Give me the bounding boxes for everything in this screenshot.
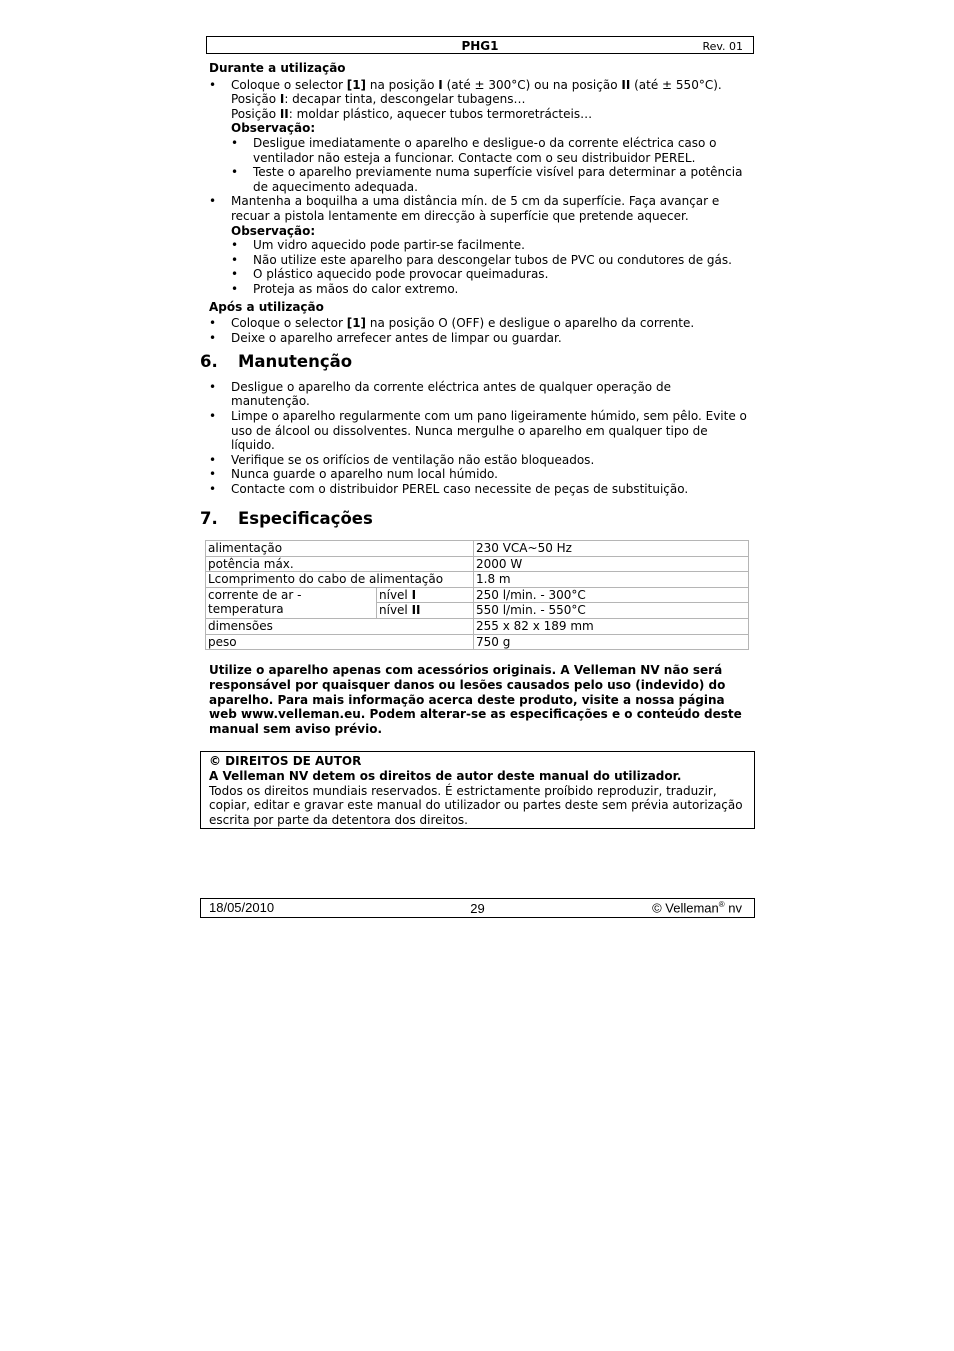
text: na posição O (OFF) e desligue o aparelho da corrente.: [366, 316, 695, 331]
section-heading-specifications: [200, 508, 749, 528]
main-content: [200, 61, 749, 528]
spec-value: 250 l/min. - 300°C: [474, 587, 749, 603]
position-ref: II: [621, 77, 631, 92]
position-ref: II: [279, 106, 289, 121]
spec-value: 2000 W: [474, 556, 749, 572]
text: na posição: [366, 77, 439, 92]
list-item: [209, 316, 749, 331]
disclaimer-text: Utilize o aparelho apenas com acessórios originais. A Velleman NV não será responsável por quaisquer danos ou lesões causados pelo uso (indevido) do aparelho. Para mais informação acerca deste produto, visite a nossa página web www.velleman.eu. Podem alterar-se as especificações e o conteúdo deste manual sem aviso prévio.: [209, 663, 742, 737]
table-row: [206, 618, 749, 634]
list-item: • Um vidro aquecido pode partir-se facilmente.: [231, 238, 749, 253]
list-item: • Não utilize este aparelho para descongelar tubos de PVC ou condutores de gás.: [231, 253, 749, 268]
maintenance-list: [209, 380, 749, 497]
observation-label: Observação:: [231, 121, 316, 136]
note-list: [231, 136, 749, 194]
text: Coloque o selector: [231, 77, 347, 92]
registered-mark: ®: [718, 900, 725, 909]
text: : decapar tinta, descongelar tubagens…: [284, 92, 526, 107]
section-number: 7.: [200, 508, 218, 528]
list-item: • O plástico aquecido pode provocar queimaduras.: [231, 267, 749, 282]
text: : moldar plástico, aquecer tubos termoretrácteis…: [288, 106, 593, 121]
after-use-heading: Após a utilização: [209, 299, 324, 314]
spec-label: peso: [206, 634, 474, 650]
copyright-body: Todos os direitos mundiais reservados. É estrictamente proíbido reproduzir, traduzir, copiar, editar e gravar este manual do utilizador ou partes deste sem prévia autorização escrita por parte da detentora dos direitos.: [209, 783, 743, 828]
level-ref: II: [411, 603, 421, 618]
table-row: [206, 541, 749, 557]
position-ref: I: [279, 92, 285, 107]
level-ref: I: [411, 587, 417, 602]
list-item: [209, 78, 749, 195]
text: Coloque o selector: [231, 316, 347, 331]
text: Mantenha a boquilha a uma distância mín. de 5 cm da superfície. Faça avançar e recuar a pistola lentamente em direcção à superfície que pretende aquecer.: [231, 194, 720, 223]
spec-label: Lcomprimento do cabo de alimentação: [206, 572, 474, 588]
text: Posição: [231, 106, 280, 121]
level-word: nível: [379, 603, 412, 618]
list-item: • Limpe o aparelho regularmente com um pano ligeiramente húmido, sem pêlo. Evite o uso de álcool ou dissolventes. Nunca mergulhe o aparelho em qualquer tipo de líquido.: [209, 409, 749, 453]
after-use-list: [209, 316, 749, 345]
list-item: • Desligue imediatamente o aparelho e desligue-o da corrente eléctrica caso o ventilador não esteja a funcionar. Contacte com o seu distribuidor PEREL.: [231, 136, 749, 165]
spec-label: potência máx.: [206, 556, 474, 572]
page-header: [206, 36, 754, 54]
page-number: 29: [470, 901, 485, 916]
list-item: • Contacte com o distribuidor PEREL caso necessite de peças de substituição.: [209, 482, 749, 497]
spec-table: [205, 540, 749, 650]
table-row: [206, 572, 749, 588]
list-item: • Desligue o aparelho da corrente eléctrica antes de qualquer operação de manutenção.: [209, 380, 749, 409]
spec-value: 230 VCA~50 Hz: [474, 541, 749, 557]
selector-ref: [1]: [346, 77, 367, 92]
list-item: • Verifique se os orifícios de ventilação não estão bloqueados.: [209, 453, 749, 468]
position-ref: I: [438, 77, 443, 92]
text: (até ± 300°C) ou na posição: [442, 77, 622, 92]
section-title: Manutenção: [238, 352, 353, 372]
copyright-statement: A Velleman NV detem os direitos de autor deste manual do utilizador.: [209, 768, 682, 783]
brand-suffix: nv: [724, 900, 742, 916]
copyright-title: © DIREITOS DE AUTOR: [209, 754, 362, 768]
spec-value: 255 x 82 x 189 mm: [474, 618, 749, 634]
revision-label: Rev. 01: [702, 40, 743, 53]
spec-label: dimensões: [206, 618, 474, 634]
footer-date: 18/05/2010: [209, 900, 275, 915]
list-item: • Teste o aparelho previamente numa superfície visível para determinar a potência de aquecimento adequada.: [231, 165, 749, 194]
observation-label: Observação:: [231, 223, 316, 238]
list-item: • Nunca guarde o aparelho num local húmido.: [209, 467, 749, 482]
text: (até ± 550°C).: [630, 77, 722, 92]
note-list: [231, 238, 749, 296]
list-item: [209, 194, 749, 296]
selector-ref: [1]: [346, 316, 367, 331]
spec-level: [377, 587, 474, 603]
list-item: • Proteja as mãos do calor extremo.: [231, 282, 749, 297]
spec-label: alimentação: [206, 541, 474, 557]
table-row: [206, 556, 749, 572]
text: Posição: [231, 92, 280, 107]
model-label: PHG1: [461, 39, 499, 53]
spec-label: corrente de ar - temperatura: [206, 587, 377, 618]
table-row: [206, 634, 749, 650]
list-item: • Deixe o aparelho arrefecer antes de limpar ou guardar.: [209, 331, 749, 346]
section-title: Especificações: [238, 508, 373, 528]
during-use-heading: Durante a utilização: [209, 61, 346, 75]
section-number: 6.: [200, 352, 218, 372]
page-footer: [200, 898, 755, 918]
spec-level: [377, 603, 474, 619]
spec-value: 550 l/min. - 550°C: [474, 603, 749, 619]
footer-brand: [652, 900, 742, 915]
section-heading-maintenance: [200, 352, 749, 372]
brand-name: © Velleman: [652, 900, 719, 916]
during-use-list: [209, 78, 749, 297]
spec-value: 1.8 m: [474, 572, 749, 588]
spec-value: 750 g: [474, 634, 749, 650]
level-word: nível: [379, 587, 412, 602]
copyright-box: [200, 751, 755, 829]
table-row: [206, 587, 749, 603]
